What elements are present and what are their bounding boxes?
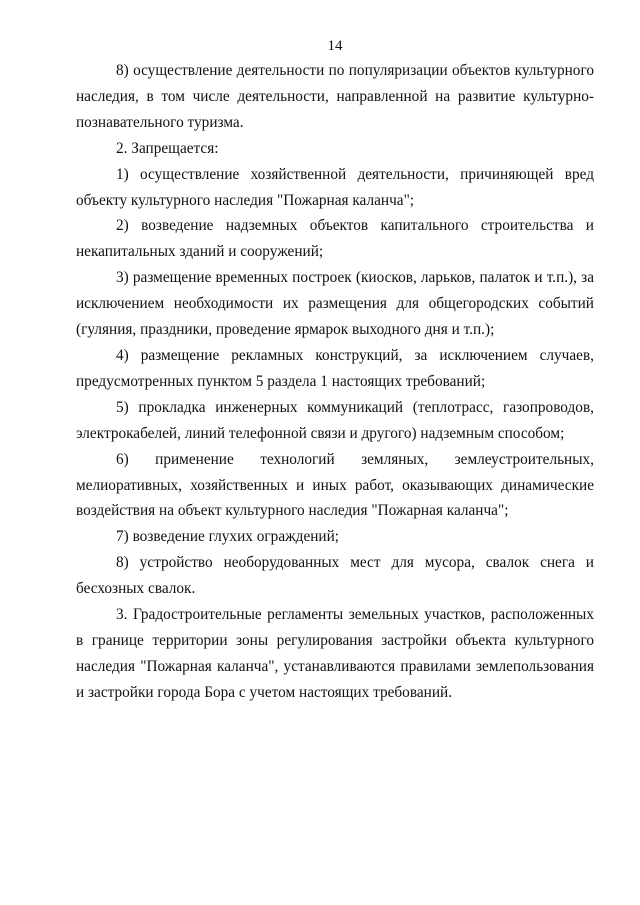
page-number: 14 (327, 38, 343, 54)
paragraph-section-3: 3. Градостроительные регламенты земельных участков, расположенных в границе территории зоны регулирования застройки объекта культурного наследия "Пожарная каланча", устанавливаются правилами землепользования и застройки города Бора с учетом настоящих требований. (76, 606, 594, 701)
paragraph-prohibition-1: 1) осуществление хозяйственной деятельности, причиняющей вред объекту культурного наследия "Пожарная каланча"; (76, 165, 594, 209)
paragraph-prohibition-3: 3) размещение временных построек (киосков, ларьков, палаток и т.п.), за исключением необходимости их размещения для общегородских событий (гуляния, праздники, проведение ярмарок выходного дня и т.п.); (76, 269, 594, 339)
paragraph-prohibition-2: 2) возведение надземных объектов капитального строительства и некапитальных зданий и сооружений; (76, 217, 594, 261)
paragraph-prohibition-7: 7) возведение глухих ограждений; (116, 528, 340, 546)
paragraph-prohibition-4: 4) размещение рекламных конструкций, за исключением случаев, предусмотренных пунктом 5 раздела 1 настоящих требований; (76, 346, 594, 390)
paragraph-prohibition-6: 6) применение технологий земляных, землеустроительных, мелиоративных, хозяйственных и иных работ, оказывающих динамические воздействия на объект культурного наследия "Пожарная каланча"; (76, 450, 594, 520)
paragraph-item-8-popularization: 8) осуществление деятельности по популяризации объектов культурного наследия, в том числе деятельности, направленной на развитие культурно-познавательного туризма. (76, 62, 594, 131)
paragraph-prohibition-5: 5) прокладка инженерных коммуникаций (теплотрасс, газопроводов, электрокабелей, линий телефонной связи и другого) надземным способом; (76, 398, 594, 442)
paragraph-section-2-heading: 2. Запрещается: (116, 139, 219, 157)
paragraph-prohibition-8: 8) устройство необорудованных мест для мусора, свалок снега и бесхозных свалок. (76, 554, 594, 598)
